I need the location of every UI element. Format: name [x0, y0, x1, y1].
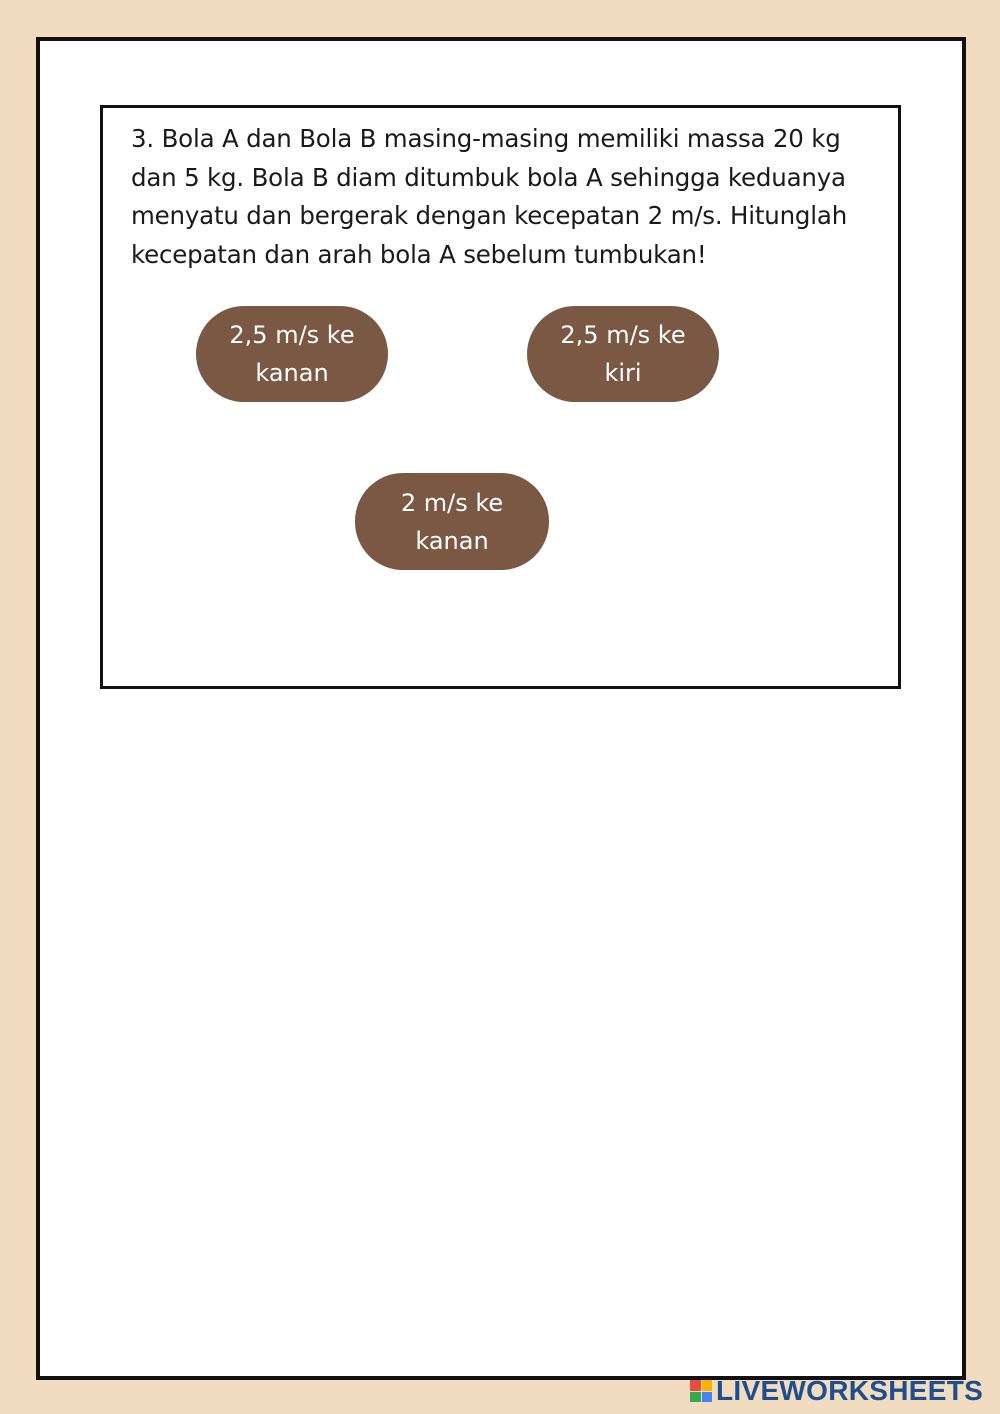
answer-option-2[interactable] — [527, 306, 719, 402]
answer-option-3[interactable] — [355, 473, 549, 570]
answer-option-2-label: 2,5 m/s ke kiri — [560, 321, 686, 387]
liveworksheets-logo-icon — [690, 1380, 712, 1402]
answer-option-1-label: 2,5 m/s ke kanan — [229, 321, 355, 387]
question-box — [100, 105, 901, 689]
answer-option-1[interactable] — [196, 306, 388, 402]
liveworksheets-brand — [690, 1376, 983, 1406]
question-text: 3. Bola A dan Bola B masing-masing memiliki massa 20 kg dan 5 kg. Bola B diam ditumbuk bola A sehingga keduanya menyatu dan bergerak dengan kecepatan 2 m/s. Hitunglah kecepatan dan arah bola A sebelum tumbukan! — [131, 124, 848, 269]
answer-option-3-label: 2 m/s ke kanan — [400, 488, 504, 555]
brand-text: LIVEWORKSHEETS — [716, 1375, 984, 1406]
